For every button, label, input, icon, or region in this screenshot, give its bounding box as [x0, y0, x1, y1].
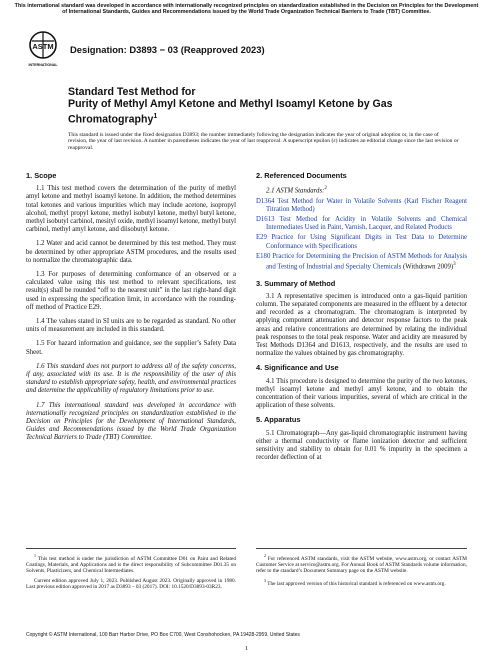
ref-item-e29[interactable]: E29 Practice for Using Significant Digits in Test Data to Determine Conformance with Specifications — [256, 234, 467, 250]
title-line-1: Standard Test Method for — [68, 86, 196, 98]
paragraph-1-5: 1.5 For hazard information and guidance, see the supplier’s Safety Data Sheet. — [26, 340, 236, 356]
astm-logo-icon — [28, 30, 58, 70]
refs-intro: 2.1 ASTM Standards:$^2$ — [266, 186, 327, 195]
ref-item-e180[interactable]: E180 Practice for Determining the Precision of ASTM Methods for Analysis and Testing of Industrial and Specialty Chemicals (Withdrawn 2009)$^3$ — [256, 252, 468, 271]
footnote-3: $^3$ The last approved version of this historical standard is referenced on www.astm.org. — [264, 577, 446, 587]
footnotes-right — [256, 548, 467, 590]
paragraph-1-6: 1.6 This standard does not purport to address all of the safety concerns, if any, associated with its use. It is the responsibility of the user of this standard to establish appropriate safety, health, and environmental practices and determine the applicability of regulatory limitations prior to use. — [26, 362, 236, 395]
left-column — [26, 172, 236, 449]
paragraph-1-4: 1.4 The values stated in SI units are to be regarded as standard. No other units of measurement are included in this standard. — [26, 318, 236, 334]
copyright: Copyright © ASTM International, 100 Barr Harbor Drive, PO Box C700, West Conshohocken, PA 19428-2959. United States — [26, 632, 300, 638]
page-number: 1 — [244, 645, 249, 652]
title-footnote-marker: 1 — [153, 112, 158, 120]
footnote-2: $^2$ For referenced ASTM standards, visit the ASTM website, www.astm.org, or contact ASTM Customer Service at service@astm.org. For Annual Book of ASTM Standards volume information, refer to the standard’s Document Summary page on the ASTM website. — [256, 553, 468, 575]
paragraph-1-7: 1.7 This international standard was developed in accordance with internationally recognized principles on standardization established in the Decision on Principles for the Development of International Standards, Guides and Recommendations issued by the World Trade Organization Technical Barriers to Trade (TBT) Committee. — [26, 401, 236, 442]
header-notice: This international standard was developed in accordance with internationally recognized principles on standardization established in the Decision on Principles for the Development of International Standards, Guides and Recommendations issued by the World Trade Organization Technical Barriers to Trade (TBT) Committee. — [14, 3, 479, 16]
paragraph-1-3: 1.3 For purposes of determining conformance of an observed or a calculated value using this test method to relevant specifications, test result(s) shall be rounded “off to the nearest unit” in the last right-hand digit used in expressing the specification limit, in accordance with the rounding-off method of Practice E29. — [26, 271, 236, 311]
summary-heading: 3. Summary of Method — [256, 278, 336, 288]
title-line-2: Purity of Methyl Amyl Ketone and Methyl Isoamyl Ketone by Gas Chromatography$^1$ — [68, 98, 393, 126]
significance-heading: 4. Significance and Use — [256, 363, 339, 373]
footnotes-left — [26, 548, 236, 593]
standard-note: This standard is issued under the fixed designation D3893; the number immediately following the designation indicates the year of original adoption or, in the case of revision, the year of last revision. A number in parentheses indicates the year of last reapproval. A superscript epsilon (ε) indicates an editorial change since the last revision or reapproval. — [68, 131, 459, 151]
scope-heading: 1. Scope — [26, 171, 57, 180]
footnote-1: $^1$ This test method is under the jurisdiction of ASTM Committee D01 on Paint and Related Coatings, Materials, and Applications and is the direct responsibility of Subcommittee D01.35 on Solvents, Plasticizers, and Chemical Intermediates. — [26, 553, 236, 575]
paragraph-3-1: 3.1 A representative specimen is introduced onto a gas-liquid partition column. The separated components are measured in the effluent by a detector and recorded as a chromatogram. The chromatogram is interpreted by applying component attenuation and detector response factors to the peak areas and relative concentrations are determined by relating the individual peak responses to the total peak response. Water and acidity are measured by Test Methods D1364 and D1613, respectively, and the results are used to normalize the values obtained by gas chromatography. — [256, 292, 467, 358]
svg-text:INTERNATIONAL: INTERNATIONAL — [28, 63, 58, 67]
paragraph-1-2: 1.2 Water and acid cannot be determined by this test method. They must be determined by other appropriate ASTM procedures, and the results used to normalize the chromatographic data. — [26, 240, 236, 264]
designation: Designation: D3893 − 03 (Reapproved 2023) — [70, 44, 265, 55]
title-block — [68, 86, 463, 152]
paragraph-5-1: 5.1 Chromatograph—Any gas-liquid chromatographic instrument having either a thermal conductivity or flame ionization detector and sufficient sensitivity and stability to obtain for 0.01 % impurity in the specimen a recorder deflection of at — [256, 429, 467, 462]
ref-item-d1364[interactable]: D1364 Test Method for Water in Volatile Solvents (Karl Fischer Reagent Titration Method) — [256, 197, 467, 213]
referenced-documents-heading: 2. Referenced Documents — [256, 171, 347, 180]
ref-item-d1613[interactable]: D1613 Test Method for Acidity in Volatile Solvents and Chemical Intermediates Used in Paint, Varnish, Lacquer, and Related Products — [256, 216, 468, 232]
paragraph-1-1: 1.1 This test method covers the determination of the purity of methyl amyl ketone and methyl isoamyl ketone. In addition, the method determines total ketones and various impurities which may include acetone, isopropyl alcohol, methyl propyl ketone, methyl isobutyl ketone, methyl butyl ketone, methyl isobutyl carbinol, mesityl oxide, methyl isoamyl ketone, methyl butyl carbinol, methyl amyl ketone, and diisobutyl ketone. — [26, 185, 236, 234]
apparatus-heading: 5. Apparatus — [256, 415, 301, 425]
paragraph-4-1: 4.1 This procedure is designed to determine the purity of the two ketones, methyl isoamyl ketone and methyl amyl ketone, and to obtain the concentration of their various impurities, several of which are critical in the application of these solvents. — [256, 377, 467, 410]
right-column — [256, 172, 467, 468]
svg-text:ASTM: ASTM — [32, 42, 54, 51]
footnote-1b: Current edition approved July 1, 2023. Published August 2023. Originally approved in 1980. Last previous edition approved in 2017 as D3893 – 03 (2017). DOI: 10.1520/D3893-03R23. — [26, 577, 236, 590]
